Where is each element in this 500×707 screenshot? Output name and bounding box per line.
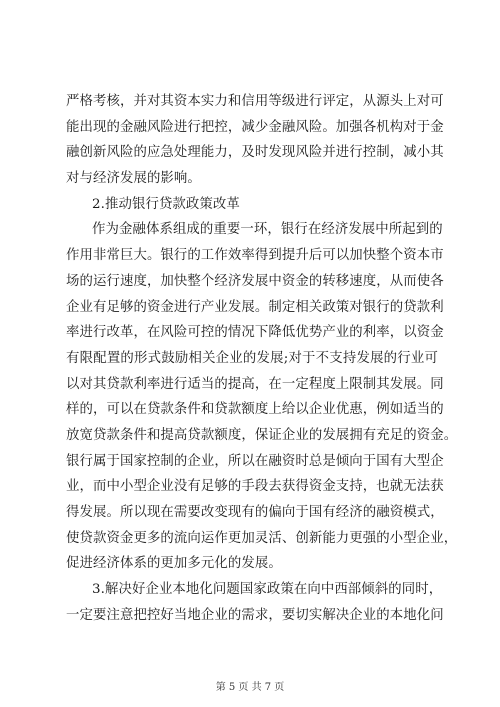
- text-line: 作用非常巨大。银行的工作效率得到提升后可以加快整个资本市: [66, 248, 444, 264]
- text-line: 银行属于国家控制的企业，所以在融资时总是倾向于国有大型企: [66, 453, 444, 469]
- text-line: 3.解决好企业本地化问题国家政策在向中西部倾斜的同时，: [92, 582, 443, 598]
- text-line: 一定要注意把控好当地企业的需求，要切实解决企业的本地化问: [66, 607, 444, 623]
- text-line: 率进行改革，在风险可控的情况下降低优势产业的利率，以资金: [66, 325, 444, 341]
- text-line: 以对其贷款利率进行适当的提高，在一定程度上限制其发展。同: [66, 376, 444, 392]
- text-line: 2.推动银行贷款政策改革: [92, 196, 240, 212]
- text-line: 促进经济体系的更加多元化的发展。: [66, 556, 282, 572]
- page-footer: 第 5 页 共 7 页: [215, 682, 285, 693]
- text-line: 业，而中小型企业没有足够的手段去获得资金支持，也就无法获: [66, 479, 444, 495]
- text-line: 融创新风险的应急处理能力，及时发现风险并进行控制，减小其: [66, 145, 444, 161]
- body-text: [66, 89, 458, 628]
- text-line: 对与经济发展的影响。: [66, 171, 201, 187]
- text-line: 作为金融体系组成的重要一环，银行在经济发展中所起到的: [92, 222, 443, 238]
- text-line: 使贷款资金更多的流向运作更加灵活、创新能力更强的小型企业，: [66, 530, 458, 546]
- text-line: 得发展。所以现在需要改变现有的偏向于国有经济的融资模式，: [66, 505, 444, 520]
- text-line: 严格考核，并对其资本实力和信用等级进行评定，从源头上对可: [66, 94, 444, 109]
- text-line: 放宽贷款条件和提高贷款额度，保证企业的发展拥有充足的资金。: [66, 427, 458, 443]
- text-line: 企业有足够的资金进行产业发展。制定相关政策对银行的贷款利: [66, 299, 444, 315]
- text-line: 有限配置的形式鼓励相关企业的发展;对于不支持发展的行业可: [66, 350, 438, 366]
- text-line: 能出现的金融风险进行把控，减少金融风险。加强各机构对于金: [66, 119, 444, 135]
- text-line: 场的运行速度，加快整个经济发展中资金的转移速度，从而使各: [66, 273, 444, 289]
- text-line: 样的，可以在贷款条件和贷款额度上给以企业优惠，例如适当的: [66, 402, 444, 418]
